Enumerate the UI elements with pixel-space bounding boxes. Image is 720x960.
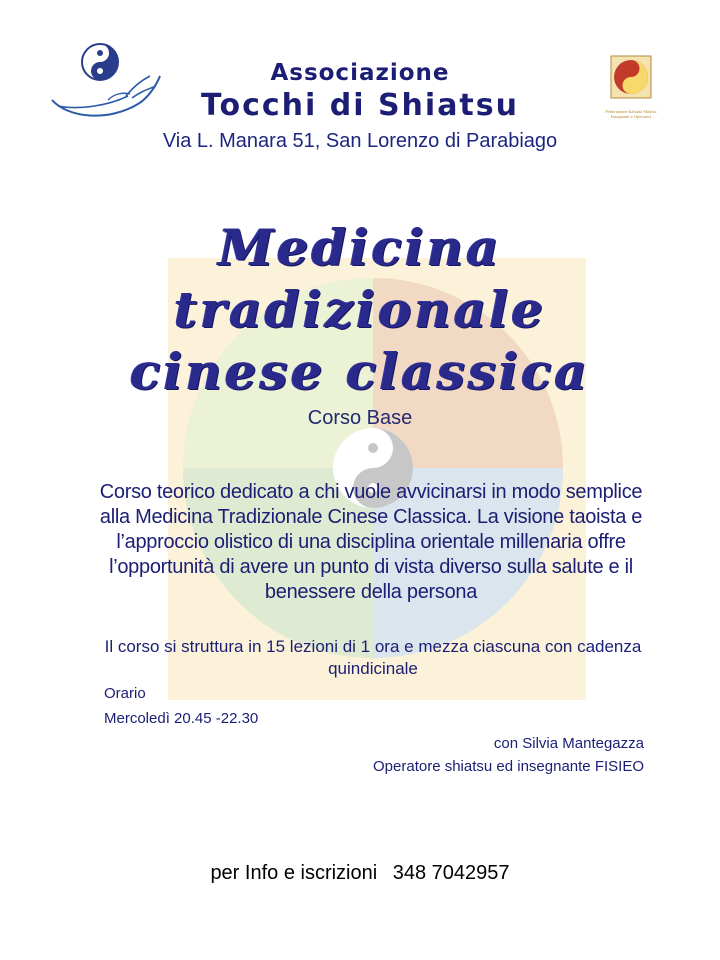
teacher-role: Operatore shiatsu ed insegnante FISIEO (373, 758, 644, 775)
federation-caption: Federazione Italiana Shiatsu Insegnanti e Operatori (605, 109, 657, 119)
title-line-1: Medicina (218, 218, 502, 277)
association-label: Associazione (270, 60, 450, 86)
schedule-label: Orario (104, 685, 146, 702)
subtitle: Corso Base (307, 407, 413, 429)
contact-info (0, 862, 720, 885)
contact-label: per Info e iscrizioni (210, 862, 378, 884)
address: Via L. Manara 51, San Lorenzo di Parabiago (162, 130, 558, 152)
organization-name: Tocchi di Shiatsu (201, 88, 519, 123)
course-structure-info: Il corso si struttura in 15 lezioni di 1 ora e mezza ciascuna con cadenza quindicinale (104, 637, 642, 678)
schedule-value: Mercoledì 20.45 -22.30 (104, 710, 259, 727)
title-line-3: cinese classica (130, 342, 590, 401)
contact-phone: 348 7042957 (392, 862, 510, 884)
title-line-2: tradizionale (173, 280, 547, 339)
course-description: Corso teorico dedicato a chi vuole avvicinarsi in modo semplice alla Medicina Tradizionale Cinese Classica. La visione taoista e l’approccio olistico di una disciplina orientale millenaria offre l’opportunità di avere un punto di vista diverso sulla salute e il benessere della persona (99, 481, 643, 603)
teacher-name: con Silvia Mantegazza (493, 735, 644, 752)
